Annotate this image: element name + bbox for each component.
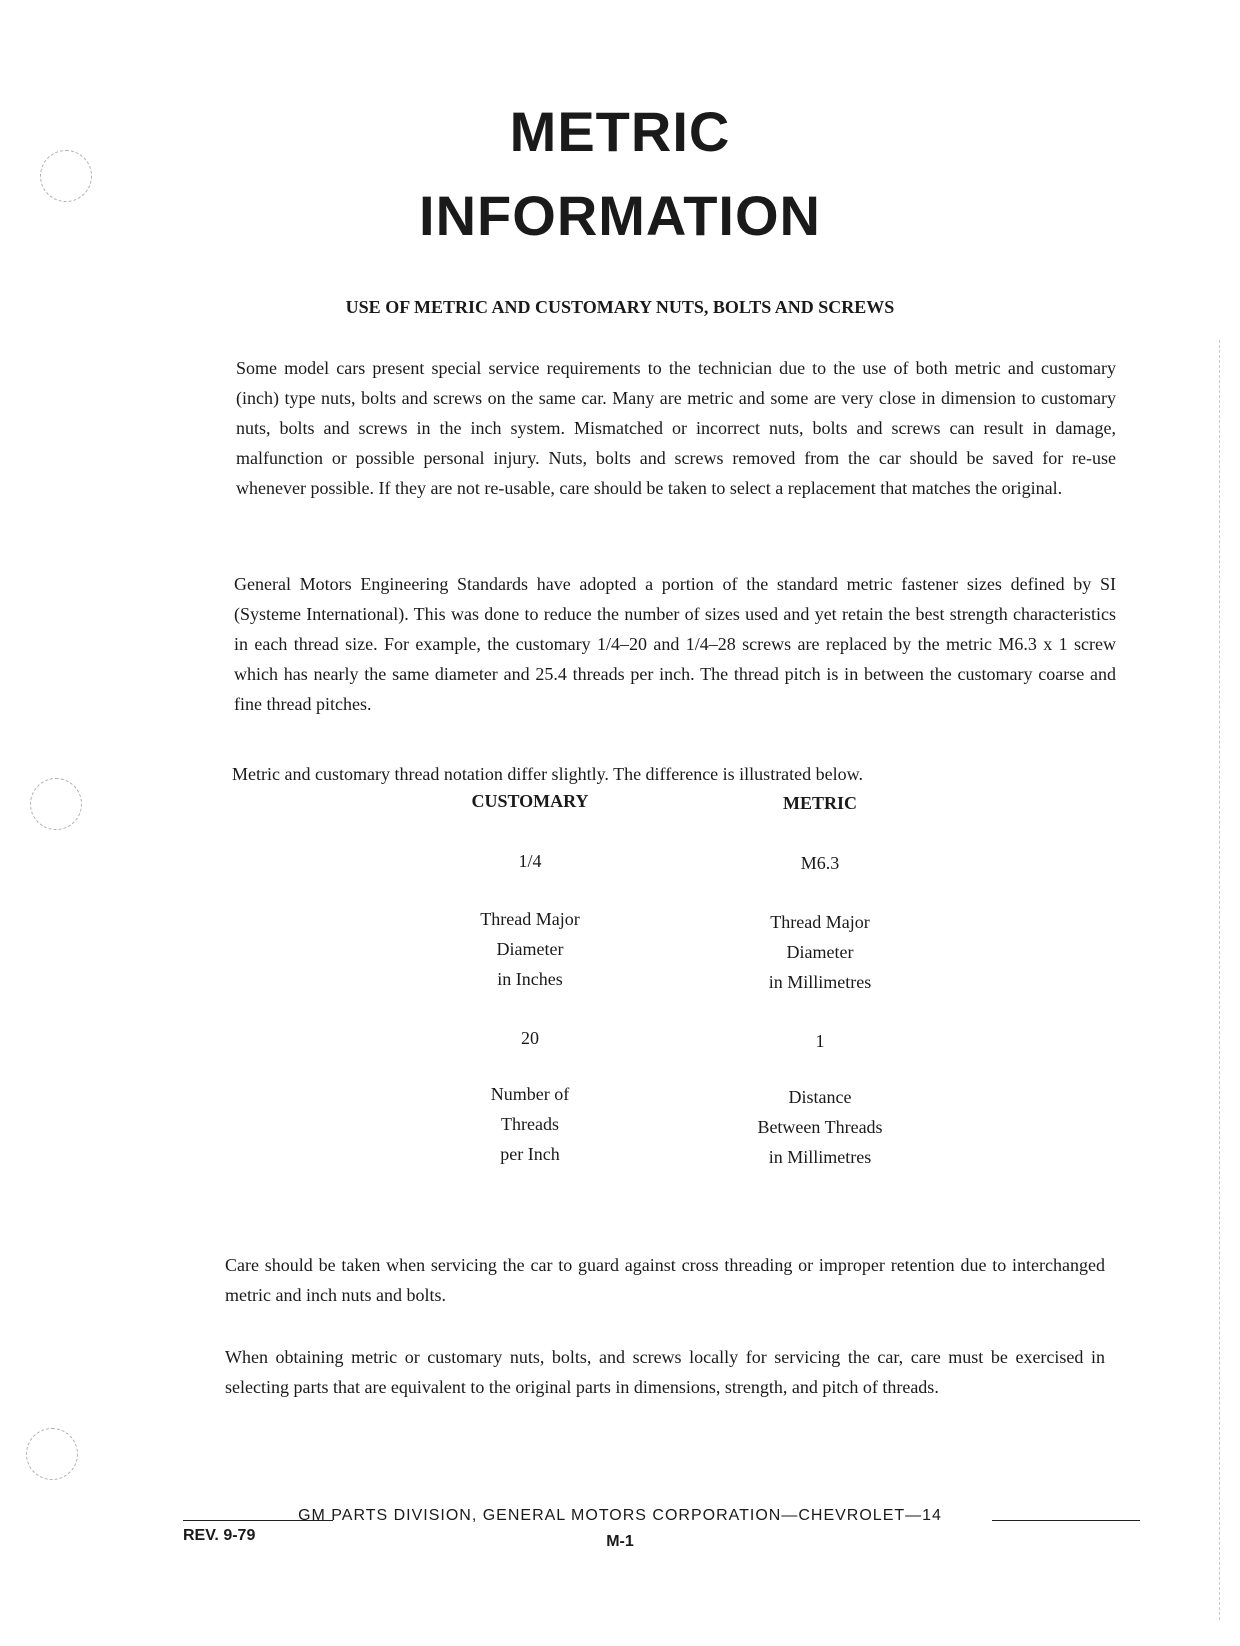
description-line: in Millimetres (768, 1147, 872, 1167)
customary-diameter-description (380, 904, 680, 994)
metric-pitch-description (670, 1082, 970, 1172)
metric-diameter-description (670, 907, 970, 997)
description-line: Between Threads (757, 1117, 883, 1137)
description-line: in Inches (497, 969, 563, 989)
description-line: Diameter (496, 939, 564, 959)
metric-pitch-value: 1 (815, 1031, 825, 1051)
description-line: Thread Major (770, 912, 870, 932)
metric-diameter-value: M6.3 (800, 853, 840, 873)
customary-threads-description (380, 1079, 680, 1169)
page-title-line-2: INFORMATION (419, 184, 821, 247)
paragraph-cross-threading: Care should be taken when servicing the car to guard against cross threading or improper retention due to interchanged metric and inch nuts and bolts. (225, 1255, 1105, 1305)
scan-edge-mark (1219, 340, 1220, 1620)
footer-division: GM PARTS DIVISION, GENERAL MOTORS CORPORATION—CHEVROLET—14 (298, 1507, 942, 1524)
description-line: Number of (490, 1084, 570, 1104)
paragraph-notation-intro: Metric and customary thread notation differ slightly. The difference is illustrated below. (232, 764, 863, 784)
metric-notation-column (670, 788, 970, 1178)
customary-notation-column (380, 786, 680, 1176)
page-title-line-1: METRIC (509, 100, 731, 163)
paragraph-obtaining-parts: When obtaining metric or customary nuts, bolts, and screws locally for servicing the car, care must be exercised in selecting parts that are equivalent to the original parts in dimensions, strength, and pitch of threads. (225, 1347, 1105, 1397)
binder-hole-mark (26, 1428, 78, 1480)
section-heading: USE OF METRIC AND CUSTOMARY NUTS, BOLTS AND SCREWS (345, 297, 895, 317)
customary-heading: CUSTOMARY (471, 791, 589, 811)
customary-threads-value: 20 (521, 1028, 539, 1048)
description-line: Threads (501, 1114, 559, 1134)
page-title (0, 90, 1240, 258)
customary-diameter-value: 1/4 (518, 851, 542, 871)
binder-hole-mark (30, 778, 82, 830)
description-line: Diameter (786, 942, 854, 962)
metric-heading: METRIC (782, 793, 857, 813)
description-line: Thread Major (480, 909, 580, 929)
description-line: per Inch (500, 1144, 560, 1164)
footer-revision: REV. 9-79 (183, 1527, 256, 1544)
paragraph-standards: General Motors Engineering Standards have adopted a portion of the standard metric fastener sizes defined by SI (Systeme International). This was done to reduce the number of sizes used and yet retain the best strength characteristics in each thread size. For example, the customary 1/4–20 and 1/4–28 screws are replaced by the metric M6.3 x 1 screw which has nearly the same diameter and 25.4 threads per inch. The thread pitch is in between the customary coarse and fine thread pitches. (234, 574, 1116, 714)
paragraph-intro: Some model cars present special service requirements to the technician due to the use of both metric and customary (inch) type nuts, bolts and screws on the same car. Many are metric and some are very close in dimension to customary nuts, bolts and screws in the inch system. Mismatched or incorrect nuts, bolts and screws can result in damage, malfunction or possible personal injury. Nuts, bolts and screws removed from the car should be saved for re-use whenever possible. If they are not re-usable, care should be taken to select a replacement that matches the original. (236, 358, 1116, 498)
description-line: Distance (788, 1087, 852, 1107)
description-line: in Millimetres (768, 972, 872, 992)
footer-page-number: M-1 (606, 1533, 634, 1550)
